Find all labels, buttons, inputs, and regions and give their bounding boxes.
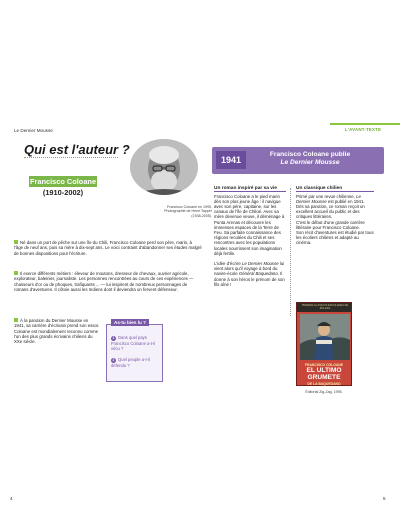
column-text: C'est le début d'une grande carrière littéraire pour Francisco Coloane. xyxy=(296,219,365,230)
quiz-question-1 xyxy=(111,335,163,351)
author-photo xyxy=(130,139,198,195)
green-bullet-icon xyxy=(14,271,18,275)
author-name: Francisco Coloane xyxy=(29,177,97,186)
publication-title-line2: Le Dernier Mousse xyxy=(280,159,340,166)
column-text: Son récit d'aventures est étudié par tous les écoliers chiliens et adapté au cinéma. xyxy=(296,230,374,246)
author-portrait-image xyxy=(130,139,198,195)
column-text: Francisco Coloane a le pied marin dès son plus jeune âge : il navigue avec son père, capitaine, sur les canaux de l'île de Chiloé. Avec sa mère devenue veuve, il déménage à Punta Arenas et découvre les immenses espaces de la Terre de Feu. Sa parfaite connaissance des régions reculées du Chili et ses rencontres avec les populations locales nourrissent son imagination déjà fertile. xyxy=(214,193,285,256)
title-underline xyxy=(24,157,118,158)
bio-text: Né dans un port de pêche sur une île du Chili, Francisco Coloane perd son père, marin, à l'âge de neuf ans, puis sa mère à dix-sept ans. Le voici contraint d'abandonner ses études malgré de bonnes dispositions pour l'écriture. xyxy=(14,240,202,256)
column-roman xyxy=(214,186,286,287)
text-run: est publié en 1941. xyxy=(326,198,365,204)
quiz-heading: As-tu bien lu ? xyxy=(111,319,149,326)
column-divider xyxy=(290,188,291,316)
text-run: . Il donne à son héros le prénom de son fils aîné ! xyxy=(214,271,285,287)
photo-caption xyxy=(144,205,212,218)
bio-paragraph-2 xyxy=(14,271,202,292)
book-author: FRANCISCO COLOANE xyxy=(304,363,344,367)
text-run: Primé par une revue chilienne, xyxy=(296,193,357,199)
photo-caption-line: (1938-2005). xyxy=(191,213,212,218)
section-label: L'AVANT-TEXTE xyxy=(345,127,382,132)
author-dates: (1910-2002) xyxy=(42,188,84,197)
book-cover-illustration xyxy=(300,314,350,360)
publication-title-line1: Francisco Coloane publie xyxy=(269,151,351,158)
book-series-label: PRIMERA CLASICOS ESCOLARES DE ZIG-ZAG xyxy=(301,304,349,310)
photo-caption-line: Francisco Coloane en 1995. xyxy=(167,205,212,209)
bio-text: Il exerce différents métiers : éleveur de moutons, dresseur de chevaux, ouvrier agricole, explorateur, baleinier, journaliste. Les personnes rencontrées au cours de ces expériences — chasseurs d'or ou de phoques, trafiquants ... — lui inspirent de nombreux personnages de romans d'aventures. Il côtoie aussi les Indiens dont il deviendra un fervent défenseur. xyxy=(14,271,194,292)
book-title-line1: EL ULTIMO xyxy=(306,367,342,374)
publication-year: 1941 xyxy=(216,151,246,169)
column-classique xyxy=(296,186,374,246)
heading-rule xyxy=(214,191,286,192)
quiz-question-text: Quel peuple a-t-il défendu ? xyxy=(111,357,150,368)
book-credit: Éditorial Zig-Zag, 1995. xyxy=(305,390,343,394)
column-text xyxy=(296,194,374,204)
author-name-box xyxy=(29,176,97,187)
bio-paragraph-3 xyxy=(14,318,100,344)
running-header-title: Le Dernier Mousse xyxy=(14,128,53,133)
heading-rule xyxy=(296,191,374,192)
page-number-left: 4 xyxy=(10,496,13,501)
header-accent-rule xyxy=(330,123,400,125)
column-text xyxy=(214,261,286,287)
book-title-italic: Le Dernier Mousse xyxy=(296,193,361,204)
quiz-question-text: Dans quel pays Francisco Coloane a-t-il vécu ? xyxy=(111,335,156,351)
book-title-line2: GRUMETE xyxy=(307,374,341,381)
ship-name-italic: Général Baquedano xyxy=(238,271,278,277)
question-number-badge: 2 xyxy=(112,357,115,362)
page-title: Qui est l'auteur ? xyxy=(24,142,130,157)
book-title-italic: Le Dernier Mousse xyxy=(241,261,279,267)
quiz-box xyxy=(106,320,163,382)
text-run: lui vient alors qu'il voyage à bord du navire-école xyxy=(214,261,285,277)
column-text: Dès sa parution, ce roman reçoit un excellent accueil du public et des critiques littéraires. xyxy=(296,204,365,220)
page-number-right: 5 xyxy=(383,496,386,501)
text-run: L'idée d'écrire xyxy=(214,261,242,267)
bio-paragraph-1 xyxy=(14,240,202,256)
photo-caption-line: Photographie de Henri Tapper xyxy=(164,209,212,214)
quiz-question-2 xyxy=(111,357,163,368)
green-bullet-icon xyxy=(14,240,18,244)
bio-text: À la parution du Dernier Mousse en 1941, sa carrière d'écrivain prend son essor. Coloane est mondialement reconnu comme l'un des plus grands écrivains chiliens du XXe siècle. xyxy=(14,318,100,345)
column-heading: Un roman inspiré par sa vie xyxy=(214,186,277,191)
column-heading: Un classique chilien xyxy=(296,186,343,191)
book-title-line3: DE LA BAQUEDANO xyxy=(307,382,341,386)
green-bullet-icon xyxy=(14,318,18,322)
book-cover-image xyxy=(296,302,352,386)
question-number-badge: 1 xyxy=(112,335,115,340)
